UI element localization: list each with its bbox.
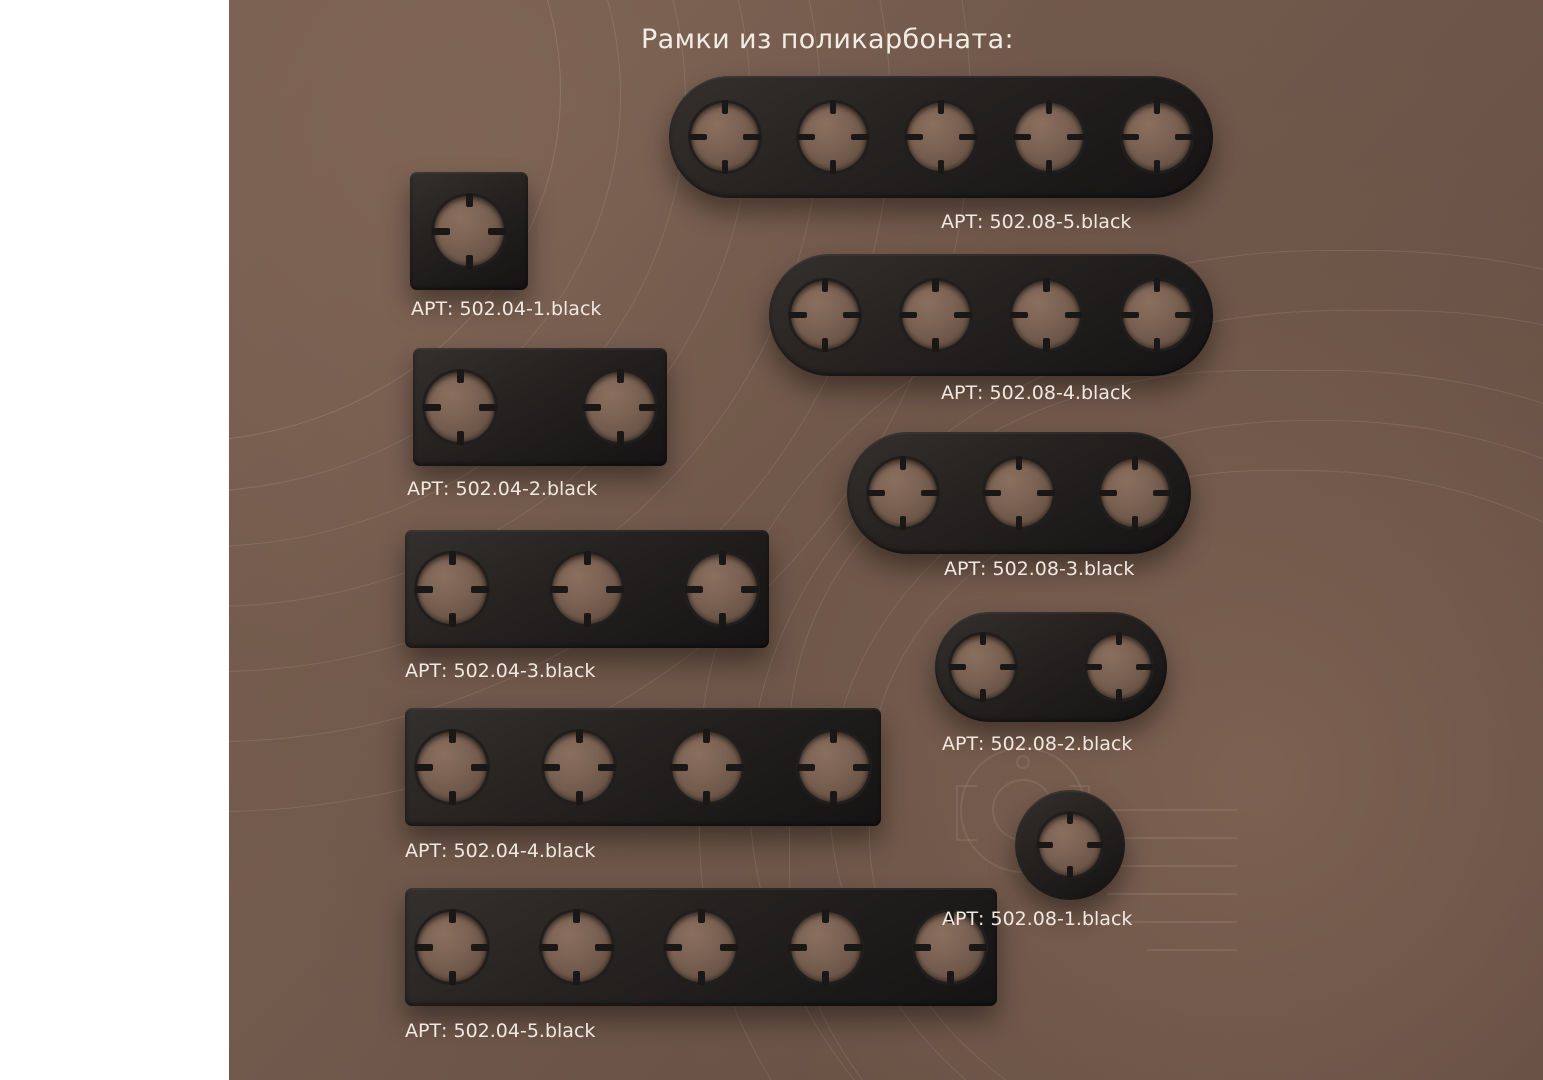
frame-hole	[1123, 281, 1191, 349]
hole-notch	[830, 100, 837, 114]
hole-notch	[1067, 866, 1073, 878]
product-frame-502-08-5[interactable]	[669, 76, 1213, 198]
frame-hole	[417, 912, 487, 982]
product-label-502-08-4: АРТ: 502.08-4.black	[941, 382, 1132, 404]
hole-notch	[719, 551, 726, 565]
product-label-502-08-3: АРТ: 502.08-3.black	[944, 558, 1135, 580]
hole-notch	[1046, 160, 1053, 174]
product-frame-502-04-1[interactable]	[410, 172, 528, 290]
hole-notch	[900, 516, 907, 530]
frame-hole	[799, 732, 869, 802]
hole-notch	[449, 613, 456, 627]
hole-notch	[1067, 812, 1073, 824]
frame-hole	[1012, 281, 1080, 349]
frame-hole	[1101, 459, 1169, 527]
hole-notch	[466, 193, 473, 207]
hole-notch	[1016, 456, 1023, 470]
hole-notch	[938, 160, 945, 174]
hole-notch	[449, 791, 456, 805]
frame-hole	[1087, 635, 1151, 699]
hole-notch	[822, 338, 829, 352]
hole-notch	[1154, 278, 1161, 292]
frame-hole	[907, 103, 975, 171]
hole-notch	[932, 278, 939, 292]
hole-notch	[573, 971, 580, 985]
product-label-502-04-1: АРТ: 502.04-1.black	[411, 298, 602, 320]
hole-notch	[457, 369, 464, 383]
hole-notch	[584, 551, 591, 565]
hole-notch	[576, 729, 583, 743]
hole-notch	[830, 729, 837, 743]
hole-notch	[449, 551, 456, 565]
hole-notch	[722, 160, 729, 174]
product-label-502-08-2: АРТ: 502.08-2.black	[942, 733, 1133, 755]
hole-notch	[449, 729, 456, 743]
frame-hole	[417, 732, 487, 802]
hole-notch	[698, 909, 705, 923]
frame-hole	[902, 281, 970, 349]
hole-notch	[830, 160, 837, 174]
hole-notch	[449, 971, 456, 985]
product-frame-502-04-5[interactable]	[405, 888, 997, 1006]
hole-notch	[980, 632, 986, 645]
hole-notch	[722, 100, 729, 114]
hole-notch	[1043, 338, 1050, 352]
product-label-502-08-5: АРТ: 502.08-5.black	[941, 211, 1132, 233]
hole-notch	[1016, 516, 1023, 530]
frame-hole	[425, 372, 495, 442]
hole-notch	[576, 791, 583, 805]
hole-notch	[1154, 100, 1161, 114]
hole-notch	[822, 909, 829, 923]
hole-notch	[932, 338, 939, 352]
hole-notch	[1154, 160, 1161, 174]
hole-notch	[1132, 516, 1139, 530]
frame-hole	[552, 554, 622, 624]
frame-hole	[544, 732, 614, 802]
frame-hole	[1015, 103, 1083, 171]
hole-notch	[1116, 689, 1122, 702]
hole-notch	[698, 971, 705, 985]
hole-notch	[938, 100, 945, 114]
product-label-502-04-5: АРТ: 502.04-5.black	[405, 1020, 596, 1042]
hole-notch	[466, 255, 473, 269]
frame-hole	[799, 103, 867, 171]
product-frame-502-08-3[interactable]	[847, 432, 1191, 554]
hole-notch	[1132, 456, 1139, 470]
frame-hole	[585, 372, 655, 442]
frame-hole	[869, 459, 937, 527]
hole-notch	[584, 613, 591, 627]
frame-hole	[417, 554, 487, 624]
hole-notch	[1154, 338, 1161, 352]
product-frame-502-04-3[interactable]	[405, 530, 769, 648]
frame-hole	[666, 912, 736, 982]
hole-notch	[1043, 278, 1050, 292]
hole-notch	[822, 971, 829, 985]
frame-hole	[985, 459, 1053, 527]
frame-hole	[542, 912, 612, 982]
hole-notch	[1046, 100, 1053, 114]
hole-notch	[617, 431, 624, 445]
hole-notch	[822, 278, 829, 292]
frame-hole	[1039, 814, 1101, 876]
frame-hole	[951, 635, 1015, 699]
frame-hole	[691, 103, 759, 171]
brown-background-panel	[229, 0, 1543, 1080]
product-frame-502-08-1[interactable]	[1015, 790, 1125, 900]
product-label-502-04-4: АРТ: 502.04-4.black	[405, 840, 596, 862]
hole-notch	[719, 613, 726, 627]
hole-notch	[703, 791, 710, 805]
hole-notch	[449, 909, 456, 923]
frame-hole	[1123, 103, 1191, 171]
product-frame-502-08-4[interactable]	[769, 254, 1213, 376]
frame-hole	[687, 554, 757, 624]
frame-hole	[434, 196, 504, 266]
product-frame-502-04-4[interactable]	[405, 708, 881, 826]
product-label-502-08-1: АРТ: 502.08-1.black	[942, 908, 1133, 930]
product-label-502-04-2: АРТ: 502.04-2.black	[407, 478, 598, 500]
page-title: Рамки из поликарбоната:	[641, 24, 1015, 55]
product-label-502-04-3: АРТ: 502.04-3.black	[405, 660, 596, 682]
hole-notch	[947, 971, 954, 985]
hole-notch	[980, 689, 986, 702]
frame-hole	[791, 281, 859, 349]
frame-hole	[672, 732, 742, 802]
hole-notch	[573, 909, 580, 923]
hole-notch	[457, 431, 464, 445]
frame-hole	[791, 912, 861, 982]
hole-notch	[900, 456, 907, 470]
product-frame-502-04-2[interactable]	[413, 348, 667, 466]
hole-notch	[1116, 632, 1122, 645]
hole-notch	[703, 729, 710, 743]
hole-notch	[830, 791, 837, 805]
hole-notch	[617, 369, 624, 383]
product-frame-502-08-2[interactable]	[935, 612, 1167, 722]
